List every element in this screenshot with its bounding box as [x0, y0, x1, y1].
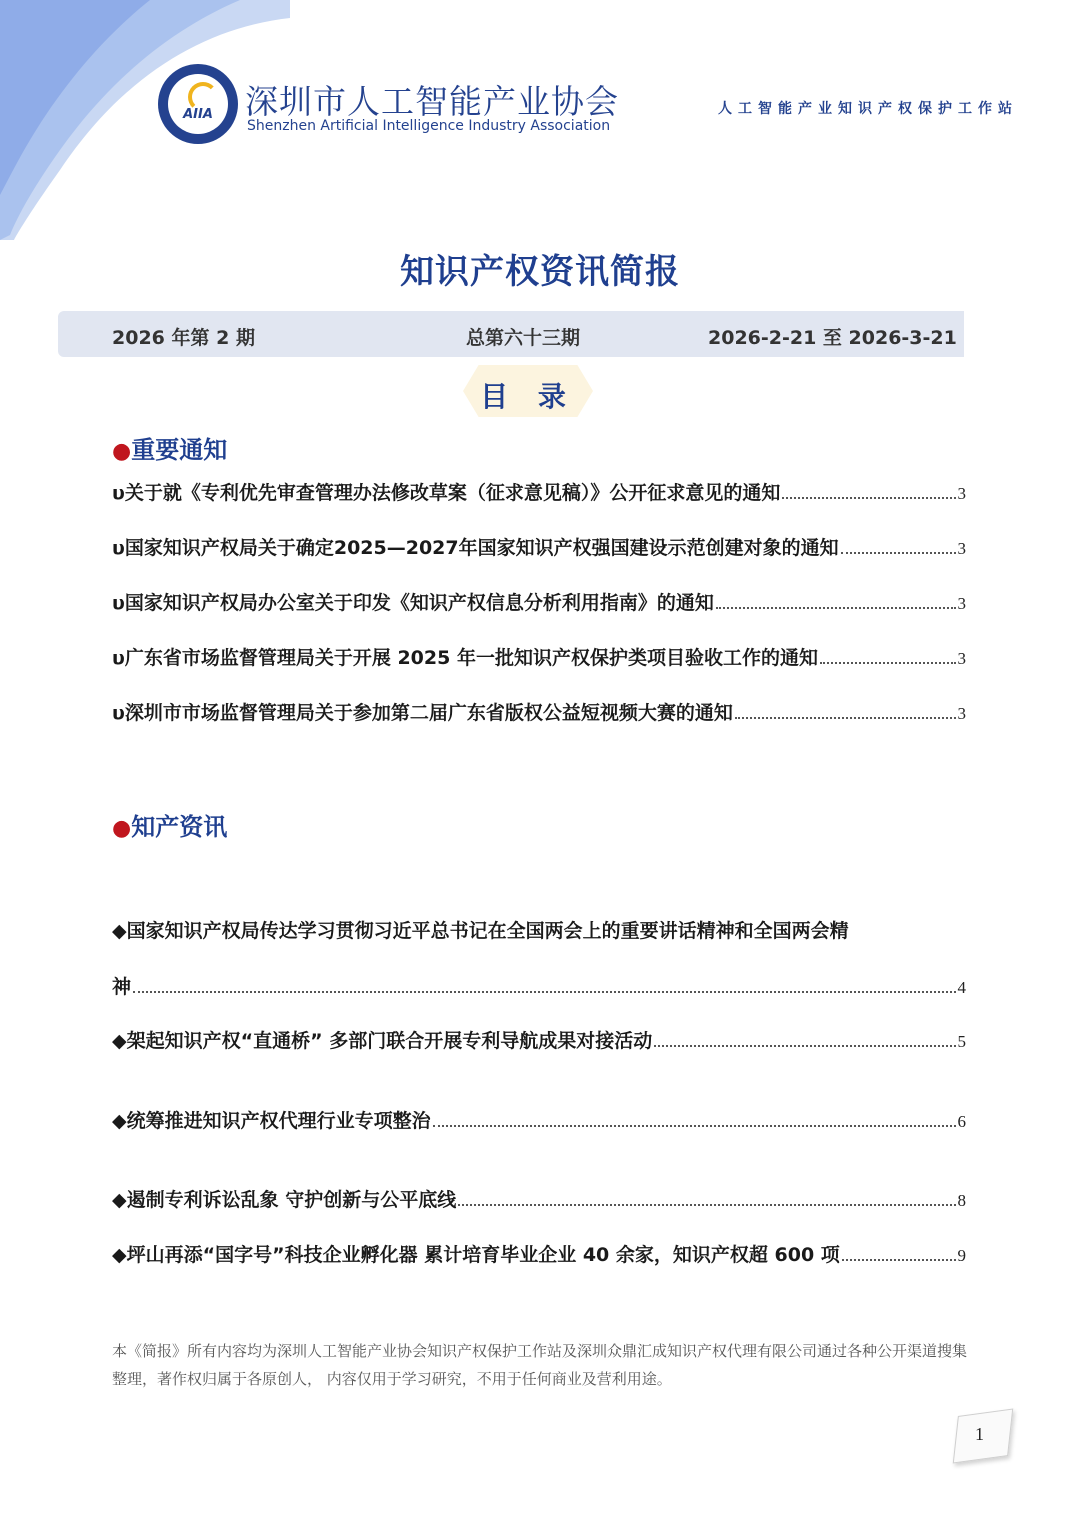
diamond-bullet-icon: ◆ — [112, 920, 127, 942]
section-heading: ●知产资讯 — [112, 813, 228, 841]
bullet-dot-icon: ● — [112, 439, 132, 464]
diamond-bullet-icon: ◆ — [112, 1189, 127, 1211]
dot-leader — [433, 1125, 956, 1127]
toc-page-number: 3 — [957, 484, 966, 503]
toc-page-number: 9 — [957, 1246, 966, 1265]
toc-entry-title: ◆架起知识产权“直通桥” 多部门联合开展专利导航成果对接活动 — [112, 1030, 653, 1052]
diamond-bullet-icon: υ — [112, 647, 125, 669]
toc-entry[interactable] — [112, 533, 966, 560]
dot-leader — [782, 497, 955, 499]
dot-leader — [842, 1259, 956, 1261]
toc-entry-title: ◆坪山再添“国字号”科技企业孵化器 累计培育毕业企业 40 余家，知识产权超 600 项 — [112, 1244, 840, 1266]
org-name-en: Shenzhen Artificial Intelligence Industry Association — [247, 118, 611, 134]
toc-entry[interactable] — [112, 643, 966, 670]
logo-text: AIIA — [183, 107, 213, 122]
toc-entry[interactable] — [112, 1240, 966, 1267]
diamond-bullet-icon: ◆ — [112, 1244, 127, 1266]
page-number: 1 — [975, 1424, 984, 1444]
toc-entry[interactable] — [112, 478, 966, 505]
toc-page-number: 3 — [957, 539, 966, 558]
toc-page-number: 8 — [957, 1191, 966, 1210]
diamond-bullet-icon: ◆ — [112, 1110, 127, 1132]
dot-leader — [458, 1204, 955, 1206]
dot-leader — [841, 552, 956, 554]
association-logo — [158, 64, 238, 144]
toc-entry[interactable] — [112, 588, 966, 615]
issue-period: 2026-2-21 至 2026-3-21 — [708, 327, 957, 349]
diamond-bullet-icon: υ — [112, 537, 125, 559]
toc-entry-title: ◆统筹推进知识产权代理行业专项整治 — [112, 1110, 431, 1132]
toc-entry[interactable] — [112, 1185, 966, 1212]
toc-entry[interactable] — [112, 1106, 966, 1133]
toc-entry[interactable] — [112, 698, 966, 725]
diamond-bullet-icon: υ — [112, 482, 125, 504]
toc-page-number: 3 — [957, 649, 966, 668]
toc-page-number: 3 — [957, 704, 966, 723]
station-name: 人工智能产业知识产权保护工作站 — [718, 101, 1018, 117]
toc-page-number: 5 — [957, 1032, 966, 1051]
bullet-dot-icon: ● — [112, 816, 132, 841]
toc-entry-title: υ深圳市市场监督管理局关于参加第二届广东省版权公益短视频大赛的通知 — [112, 702, 733, 724]
toc-page-number: 3 — [957, 594, 966, 613]
issue-bar — [58, 311, 964, 357]
dot-leader — [820, 662, 956, 664]
issue-total: 总第六十三期 — [466, 327, 581, 349]
toc-entry-title: υ国家知识产权局办公室关于印发《知识产权信息分析利用指南》的通知 — [112, 592, 714, 614]
toc-entry-title: υ广东省市场监督管理局关于开展 2025 年一批知识产权保护类项目验收工作的通知 — [112, 647, 818, 669]
dot-leader — [735, 717, 956, 719]
toc-entry[interactable] — [112, 972, 966, 999]
diamond-bullet-icon: υ — [112, 592, 125, 614]
diamond-bullet-icon: ◆ — [112, 1030, 127, 1052]
toc-page-number: 6 — [957, 1112, 966, 1131]
toc-label: 目 录 — [480, 380, 576, 413]
toc-badge — [463, 365, 593, 417]
section-heading: ●重要通知 — [112, 436, 228, 464]
toc-entry-title: ◆遏制专利诉讼乱象 守护创新与公平底线 — [112, 1189, 457, 1211]
org-name-cn: 深圳市人工智能产业协会 — [245, 82, 619, 121]
toc-entry-title: υ国家知识产权局关于确定2025—2027年国家知识产权强国建设示范创建对象的通知 — [112, 537, 839, 559]
disclaimer-footnote: 本《简报》所有内容均为深圳人工智能产业协会知识产权保护工作站及深圳众鼎汇成知识产权代理有限公司通过各种公开渠道搜集整理，著作权归属于各原创人， 内容仅用于学习研究，不用于任何商业及营利用途。 — [112, 1342, 968, 1388]
toc-entry-title: 神 — [112, 976, 132, 998]
dot-leader — [716, 607, 956, 609]
toc-entry[interactable] — [112, 1026, 966, 1053]
issue-number: 2026 年第 2 期 — [112, 327, 255, 349]
page-number-badge — [950, 1408, 1014, 1464]
toc-page-number: 4 — [957, 978, 966, 997]
page-title: 知识产权资讯简报 — [400, 252, 680, 292]
dot-leader — [654, 1045, 955, 1047]
toc-entry-title-line1[interactable]: ◆国家知识产权局传达学习贯彻习近平总书记在全国两会上的重要讲话精神和全国两会精 — [112, 920, 849, 942]
toc-entry-title: υ关于就《专利优先审查管理办法修改草案（征求意见稿）》公开征求意见的通知 — [112, 482, 781, 504]
dot-leader — [133, 991, 955, 993]
diamond-bullet-icon: υ — [112, 702, 125, 724]
